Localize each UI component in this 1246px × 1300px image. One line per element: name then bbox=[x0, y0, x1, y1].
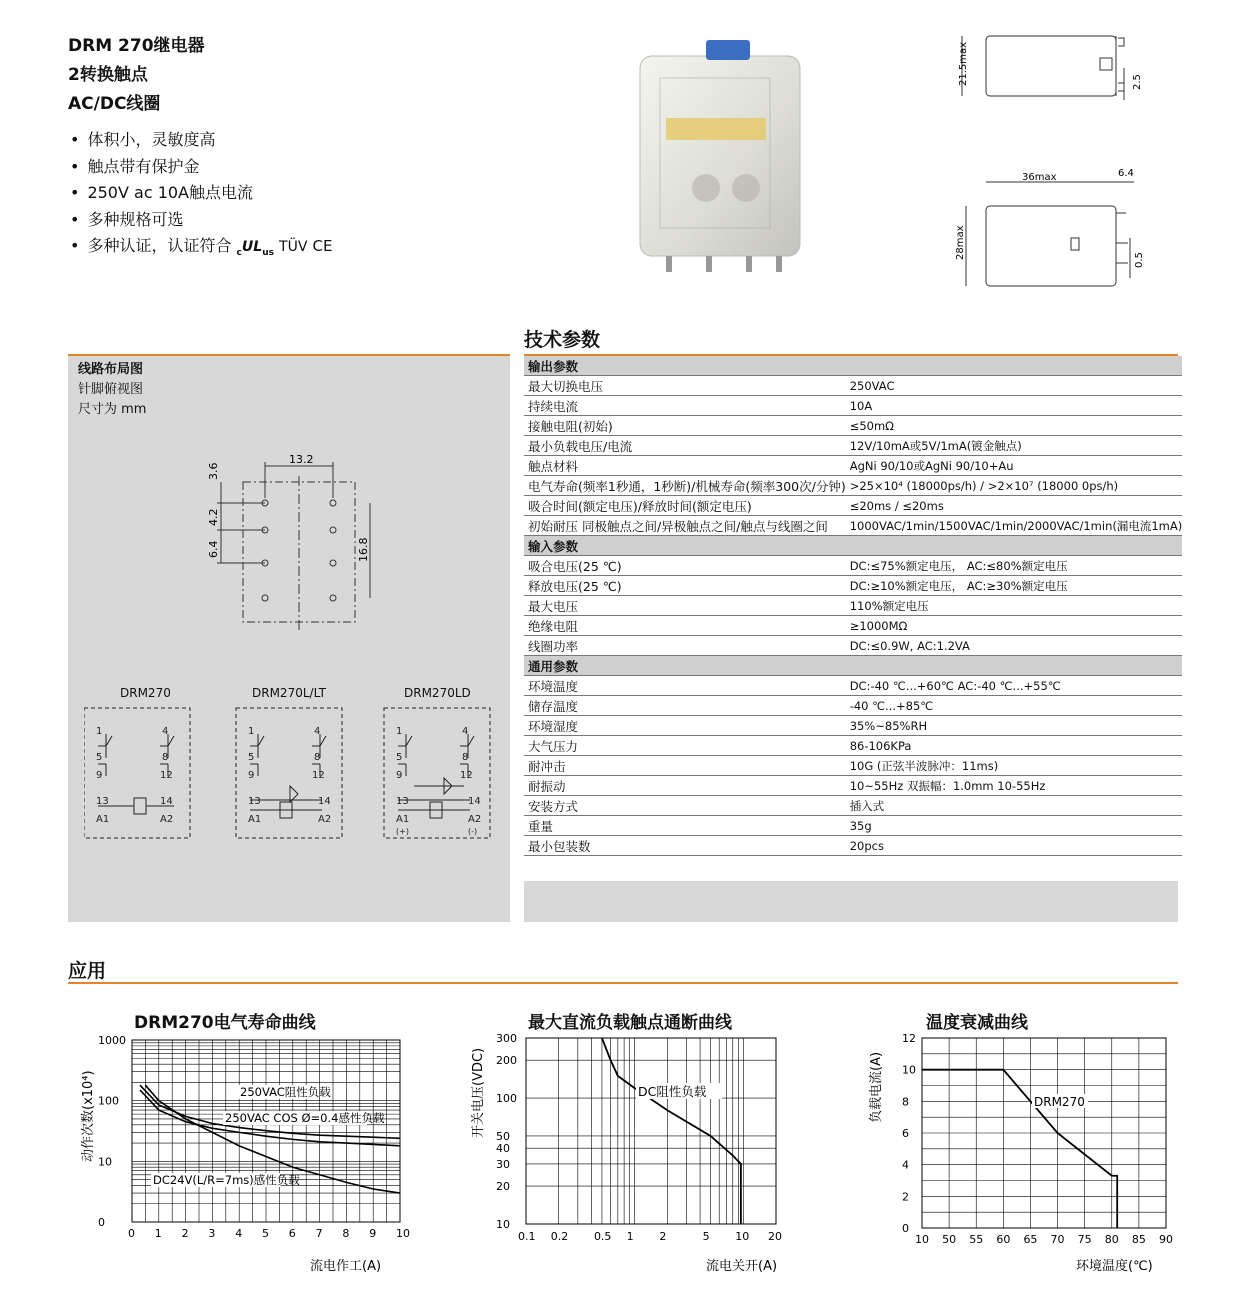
spec-category-row bbox=[524, 536, 1182, 556]
y-tick-label: 4 bbox=[902, 1158, 909, 1172]
spec-label: 吸合电压(25 ℃) bbox=[524, 556, 846, 576]
spec-value: ≥1000MΩ bbox=[846, 616, 1183, 636]
y-tick-label: 12 bbox=[902, 1032, 916, 1045]
spec-label: 触点材料 bbox=[524, 456, 846, 476]
y-tick-label: 30 bbox=[496, 1157, 510, 1171]
dim-d: 16.8 bbox=[357, 537, 370, 562]
spec-value: 插入式 bbox=[846, 796, 1183, 816]
y-axis-label: 动作次数(x10⁴) bbox=[81, 1070, 96, 1162]
x-tick-label: 4 bbox=[235, 1227, 243, 1240]
dim-length: 36max bbox=[1022, 172, 1057, 183]
pin-a2: A2 bbox=[468, 814, 482, 825]
y-tick-label: 2 bbox=[902, 1190, 909, 1204]
spec-row bbox=[524, 796, 1182, 816]
spec-label: 持续电流 bbox=[524, 396, 846, 416]
pin-4: 4 bbox=[162, 726, 169, 737]
spec-footer-band bbox=[524, 881, 1178, 922]
y-tick-label: 1000 bbox=[98, 1034, 126, 1047]
pin-1: 1 bbox=[96, 726, 103, 737]
pin-12: 12 bbox=[460, 770, 473, 781]
x-tick-label: 5 bbox=[702, 1230, 710, 1243]
spec-category-label: 输入参数 bbox=[524, 536, 1182, 556]
feature-item bbox=[70, 233, 332, 266]
x-tick-label: 2 bbox=[659, 1230, 667, 1243]
feature-item: • 250V ac 10A触点电流 bbox=[70, 180, 332, 207]
variant-name: DRM270L/LT bbox=[252, 686, 326, 700]
spec-label: 最小包装数 bbox=[524, 836, 846, 856]
spec-value: 20pcs bbox=[846, 836, 1183, 856]
spec-row bbox=[524, 496, 1182, 516]
pin-5: 5 bbox=[96, 752, 103, 763]
spec-value: 12V/10mA或5V/1mA(镀金触点) bbox=[846, 436, 1183, 456]
y-tick-label: 100 bbox=[98, 1094, 119, 1108]
x-tick-label: 90 bbox=[1159, 1233, 1173, 1246]
pin-a2: A2 bbox=[318, 814, 332, 825]
dim-pin-step: 2.5 bbox=[1132, 74, 1143, 90]
variant-schematics bbox=[84, 706, 494, 846]
relay-photo bbox=[636, 38, 808, 278]
x-tick-label: 55 bbox=[969, 1233, 984, 1246]
x-tick-label: 20 bbox=[768, 1230, 782, 1243]
spec-value: 86-106KPa bbox=[846, 736, 1183, 756]
y-tick-label: 200 bbox=[496, 1054, 517, 1068]
dim-pin-len: 6.4 bbox=[1118, 168, 1134, 179]
spec-row bbox=[524, 556, 1182, 576]
pin-layout-drawing bbox=[195, 448, 395, 638]
product-title bbox=[68, 32, 205, 119]
y-tick-label: 100 bbox=[496, 1092, 517, 1106]
x-tick-label: 5 bbox=[262, 1227, 269, 1240]
x-axis-label: 流电关开(A) bbox=[706, 1259, 778, 1274]
dim-depth: 28max bbox=[955, 225, 966, 260]
spec-value: ≤20ms / ≤20ms bbox=[846, 496, 1183, 516]
spec-value: 35g bbox=[846, 816, 1183, 836]
dimension-drawing bbox=[950, 28, 1150, 298]
series-line bbox=[602, 1038, 741, 1224]
spec-value: 1000VAC/1min/1500VAC/1min/2000VAC/1min(漏电流1mA) bbox=[846, 516, 1183, 536]
y-tick-label: 10 bbox=[902, 1063, 916, 1077]
y-tick-label: 300 bbox=[496, 1032, 517, 1045]
spec-row bbox=[524, 576, 1182, 596]
spec-label: 初始耐压 同极触点之间/异极触点之间/触点与线圈之间 bbox=[524, 516, 846, 536]
layout-sub1: 针脚俯视图 bbox=[78, 382, 144, 397]
spec-row bbox=[524, 636, 1182, 656]
y-tick-label: 0 bbox=[98, 1216, 105, 1229]
pin-8: 8 bbox=[462, 752, 469, 763]
pin-1: 1 bbox=[248, 726, 255, 737]
spec-row bbox=[524, 676, 1182, 696]
spec-value: 10~55Hz 双振幅：1.0mm 10-55Hz bbox=[846, 776, 1183, 796]
spec-label: 环境温度 bbox=[524, 676, 846, 696]
y-tick-label: 40 bbox=[496, 1142, 510, 1156]
pin-14: 14 bbox=[160, 796, 173, 807]
spec-value: 250VAC bbox=[846, 376, 1183, 396]
title-line: DRM 270继电器 bbox=[68, 36, 205, 56]
spec-row bbox=[524, 376, 1182, 396]
spec-label: 最大切换电压 bbox=[524, 376, 846, 396]
spec-value: -40 ℃...+85℃ bbox=[846, 696, 1183, 716]
pin-5: 5 bbox=[396, 752, 403, 763]
x-tick-label: 10 bbox=[915, 1233, 929, 1246]
tuv-cert-icon: TÜV bbox=[279, 239, 308, 255]
spec-row bbox=[524, 596, 1182, 616]
spec-row bbox=[524, 696, 1182, 716]
spec-value: DC:≥10%额定电压， AC:≥30%额定电压 bbox=[846, 576, 1183, 596]
spec-row bbox=[524, 776, 1182, 796]
spec-label: 最大电压 bbox=[524, 596, 846, 616]
y-tick-label: 6 bbox=[902, 1127, 909, 1140]
spec-row bbox=[524, 456, 1182, 476]
pin-plus: (+) bbox=[396, 827, 409, 836]
x-tick-label: 0 bbox=[128, 1227, 135, 1240]
pin-5: 5 bbox=[248, 752, 255, 763]
pin-8: 8 bbox=[314, 752, 321, 763]
chart-dc-load bbox=[460, 1030, 790, 1280]
circuit-layout-labels bbox=[78, 360, 146, 420]
pin-4: 4 bbox=[462, 726, 469, 737]
feature-item: • 体积小，灵敏度高 bbox=[70, 127, 332, 154]
pin-12: 12 bbox=[312, 770, 325, 781]
chart2-title: 最大直流负载触点通断曲线 bbox=[528, 1013, 732, 1033]
variant-name: DRM270LD bbox=[404, 686, 471, 700]
spec-label: 吸合时间(额定电压)/释放时间(额定电压) bbox=[524, 496, 846, 516]
layout-sub2: 尺寸为 mm bbox=[78, 402, 147, 417]
spec-value: 10A bbox=[846, 396, 1183, 416]
x-tick-label: 8 bbox=[342, 1227, 350, 1240]
spec-category-row bbox=[524, 656, 1182, 676]
x-tick-label: 85 bbox=[1131, 1233, 1146, 1246]
spec-row bbox=[524, 736, 1182, 756]
specs-title: 技术参数 bbox=[524, 329, 601, 351]
feature-text: 多种认证，认证符合 bbox=[87, 236, 232, 255]
y-tick-label: 20 bbox=[496, 1180, 510, 1194]
spec-label: 电气寿命(频率1秒通，1秒断)/机械寿命(频率300次/分钟) bbox=[524, 476, 846, 496]
pin-minus: (-) bbox=[468, 827, 478, 836]
series-label: DRM270 bbox=[1034, 1095, 1085, 1109]
spec-table-wrap bbox=[524, 356, 1182, 856]
pin-9: 9 bbox=[96, 770, 103, 781]
spec-category-label: 输出参数 bbox=[524, 356, 1182, 376]
spec-row bbox=[524, 516, 1182, 536]
spec-label: 耐冲击 bbox=[524, 756, 846, 776]
pin-14: 14 bbox=[468, 796, 481, 807]
spec-label: 最小负载电压/电流 bbox=[524, 436, 846, 456]
title-line: AC/DC线圈 bbox=[68, 94, 161, 114]
spec-label: 接触电阻(初始) bbox=[524, 416, 846, 436]
x-tick-label: 9 bbox=[369, 1227, 377, 1240]
pin-14: 14 bbox=[318, 796, 331, 807]
pin-12: 12 bbox=[160, 770, 173, 781]
x-tick-label: 0.5 bbox=[593, 1230, 612, 1243]
spec-table bbox=[524, 356, 1182, 856]
pin-4: 4 bbox=[314, 726, 321, 737]
x-tick-label: 80 bbox=[1104, 1233, 1119, 1246]
spec-value: >25×10⁴ (18000ps/h) / >2×10⁷ (18000 0ps/h) bbox=[846, 476, 1183, 496]
spec-category-row bbox=[524, 356, 1182, 376]
pin-a2: A2 bbox=[160, 814, 174, 825]
relay-photo-illustration bbox=[636, 38, 808, 278]
spec-row bbox=[524, 836, 1182, 856]
x-tick-label: 70 bbox=[1050, 1233, 1065, 1246]
y-tick-label: 10 bbox=[98, 1155, 112, 1169]
spec-value: 10G (正弦半波脉冲：11ms) bbox=[846, 756, 1183, 776]
ce-cert-icon: CE bbox=[312, 237, 333, 255]
x-tick-label: 1 bbox=[154, 1227, 162, 1240]
series-label: 250VAC COS Ø=0.4感性负载 bbox=[225, 1111, 385, 1125]
spec-row bbox=[524, 476, 1182, 496]
x-axis-label: 流电作工(A) bbox=[310, 1259, 382, 1274]
chart-electrical-life bbox=[70, 1030, 420, 1280]
y-tick-label: 0 bbox=[902, 1222, 909, 1235]
x-tick-label: 3 bbox=[208, 1227, 216, 1240]
pin-13: 13 bbox=[96, 796, 109, 807]
x-tick-label: 0.2 bbox=[550, 1230, 569, 1243]
feature-item: • 多种规格可选 bbox=[70, 207, 332, 234]
feature-list bbox=[70, 127, 332, 266]
spec-row bbox=[524, 816, 1182, 836]
variant-name: DRM270 bbox=[120, 686, 171, 700]
ul-cert-icon: $_cUL_{us}$ bbox=[236, 239, 274, 258]
x-tick-label: 1 bbox=[626, 1230, 634, 1243]
spec-row bbox=[524, 616, 1182, 636]
spec-label: 安装方式 bbox=[524, 796, 846, 816]
spec-value: ≤50mΩ bbox=[846, 416, 1183, 436]
x-tick-label: 0.1 bbox=[518, 1230, 536, 1243]
x-tick-label: 75 bbox=[1077, 1233, 1092, 1246]
y-tick-label: 8 bbox=[902, 1095, 909, 1109]
dim-height: 21.5max bbox=[958, 41, 969, 86]
spec-row bbox=[524, 416, 1182, 436]
spec-label: 线圈功率 bbox=[524, 636, 846, 656]
spec-value: AgNi 90/10或AgNi 90/10+Au bbox=[846, 456, 1183, 476]
dim-a: 3.6 bbox=[207, 462, 220, 480]
spec-value: 35%~85%RH bbox=[846, 716, 1183, 736]
spec-row bbox=[524, 716, 1182, 736]
pin-a1: A1 bbox=[96, 814, 110, 825]
pin-9: 9 bbox=[248, 770, 255, 781]
spec-value: DC:≤75%额定电压， AC:≤80%额定电压 bbox=[846, 556, 1183, 576]
dim-b: 4.2 bbox=[207, 508, 220, 526]
x-tick-label: 7 bbox=[315, 1227, 323, 1240]
spec-label: 绝缘电阻 bbox=[524, 616, 846, 636]
dim-w: 13.2 bbox=[289, 453, 314, 466]
spec-label: 环境湿度 bbox=[524, 716, 846, 736]
pin-9: 9 bbox=[396, 770, 403, 781]
spec-label: 重量 bbox=[524, 816, 846, 836]
x-tick-label: 60 bbox=[996, 1233, 1011, 1246]
application-title: 应用 bbox=[68, 960, 107, 982]
x-tick-label: 10 bbox=[735, 1230, 750, 1243]
spec-category-label: 通用参数 bbox=[524, 656, 1182, 676]
spec-value: DC:-40 ℃...+60℃ AC:-40 ℃...+55℃ bbox=[846, 676, 1183, 696]
series-label: 250VAC阻性负载 bbox=[240, 1085, 331, 1099]
series-label: DC24V(L/R=7ms)感性负载 bbox=[153, 1173, 300, 1187]
pin-a1: A1 bbox=[248, 814, 262, 825]
spec-label: 储存温度 bbox=[524, 696, 846, 716]
y-axis-label: 开关电压(VDC) bbox=[471, 1047, 486, 1138]
x-tick-label: 10 bbox=[396, 1227, 410, 1240]
pin-13: 13 bbox=[248, 796, 261, 807]
pin-1: 1 bbox=[396, 726, 403, 737]
chart1-title: DRM270电气寿命曲线 bbox=[134, 1013, 316, 1033]
chart3-title: 温度衰减曲线 bbox=[926, 1013, 1028, 1033]
y-tick-label: 10 bbox=[496, 1218, 510, 1231]
x-axis-label: 环境温度(℃) bbox=[1076, 1259, 1153, 1274]
series-label: DC阻性负载 bbox=[638, 1084, 707, 1099]
pin-8: 8 bbox=[162, 752, 169, 763]
y-axis-label: 负载电流(A) bbox=[869, 1051, 884, 1123]
feature-item: • 触点带有保护金 bbox=[70, 154, 332, 181]
application-rule bbox=[68, 982, 1178, 984]
spec-row bbox=[524, 436, 1182, 456]
x-tick-label: 65 bbox=[1023, 1233, 1038, 1246]
pin-a1: A1 bbox=[396, 814, 410, 825]
chart-temperature-derating bbox=[860, 1030, 1180, 1280]
spec-label: 释放电压(25 ℃) bbox=[524, 576, 846, 596]
spec-row bbox=[524, 756, 1182, 776]
dim-pin-w: 0.5 bbox=[1134, 252, 1145, 268]
x-tick-label: 50 bbox=[942, 1233, 957, 1246]
spec-value: DC:≤0.9W, AC:1.2VA bbox=[846, 636, 1183, 656]
layout-heading: 线路布局图 bbox=[78, 362, 144, 377]
x-tick-label: 2 bbox=[181, 1227, 189, 1240]
title-line: 2转换触点 bbox=[68, 65, 148, 85]
spec-label: 耐振动 bbox=[524, 776, 846, 796]
pin-13: 13 bbox=[396, 796, 409, 807]
x-tick-label: 6 bbox=[288, 1227, 296, 1240]
y-tick-label: 50 bbox=[496, 1129, 510, 1143]
spec-label: 大气压力 bbox=[524, 736, 846, 756]
spec-row bbox=[524, 396, 1182, 416]
dim-c: 6.4 bbox=[207, 540, 220, 558]
spec-value: 110%额定电压 bbox=[846, 596, 1183, 616]
